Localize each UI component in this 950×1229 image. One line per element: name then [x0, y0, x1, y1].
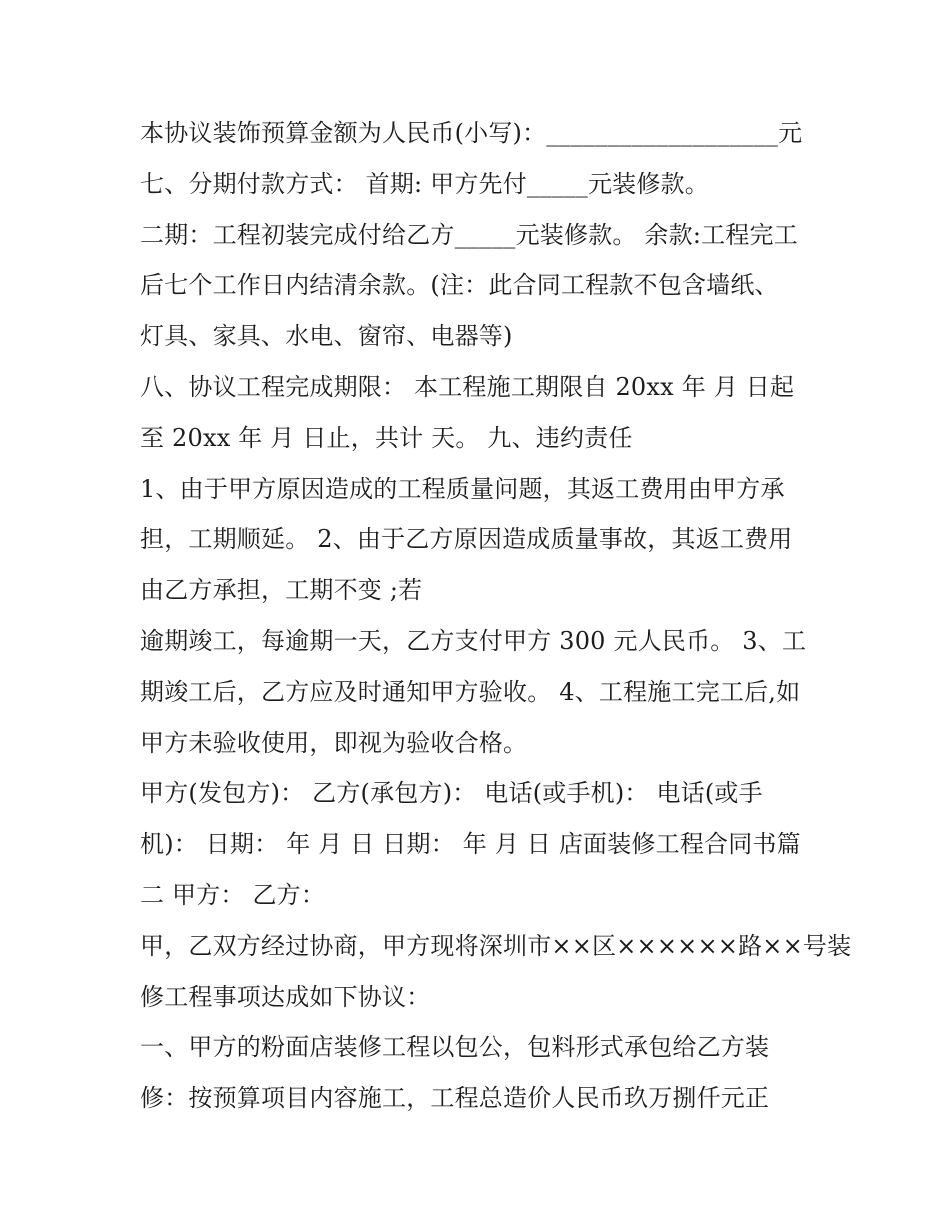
text-line: 灯具、家具、水电、窗帘、电器等) [140, 322, 513, 351]
text-line: 担，工期顺延。 2、由于乙方原因造成质量事故，其返工费用 [140, 525, 793, 554]
text-line: 二期：工程初装完成付给乙方_____元装修款。 余款:工程完工 [140, 220, 798, 249]
text-line: 二 甲方： 乙方： [140, 880, 326, 909]
text-line: 八、协议工程完成期限： 本工程施工期限自 20xx 年 月 日起 [140, 372, 795, 401]
text-line: 机)： 日期： 年 月 日 日期： 年 月 日 店面装修工程合同书篇 [140, 830, 801, 859]
text-line: 修工程事项达成如下协议： [140, 982, 431, 1011]
text-line: 后七个工作日内结清余款。(注：此合同工程款不包含墙纸、 [140, 271, 779, 300]
text-line: 甲，乙双方经过协商，甲方现将深圳市××区××××××路××号装 [140, 931, 852, 960]
text-line: 逾期竣工，每逾期一天，乙方支付甲方 300 元人民币。 3、工 [140, 626, 807, 655]
text-line: 期竣工后，乙方应及时通知甲方验收。 4、工程施工完工后,如 [140, 677, 801, 706]
text-line: 一、甲方的粉面店装修工程以包公，包料形式承包给乙方装 [140, 1033, 770, 1062]
text-line: 甲方未验收使用，即视为验收合格。 [140, 728, 528, 757]
text-line: 至 20xx 年 月 日止，共计 天。 九、违约责任 [140, 423, 633, 452]
text-line: 1、由于甲方原因造成的工程质量问题，其返工费用由甲方承 [140, 474, 785, 503]
text-line: 本协议装饰预算金额为人民币(小写)：___________________元 [140, 119, 803, 147]
text-line: 由乙方承担，工期不变 ;若 [140, 576, 423, 605]
text-line: 七、分期付款方式： 首期: 甲方先付_____元装修款。 [140, 169, 709, 198]
text-line: 甲方(发包方)： 乙方(承包方)： 电话(或手机)： 电话(或手 [140, 779, 763, 808]
text-line: 修：按预算项目内容施工，工程总造价人民币玖万捌仟元正 [140, 1084, 770, 1113]
document-body [140, 108, 852, 1124]
